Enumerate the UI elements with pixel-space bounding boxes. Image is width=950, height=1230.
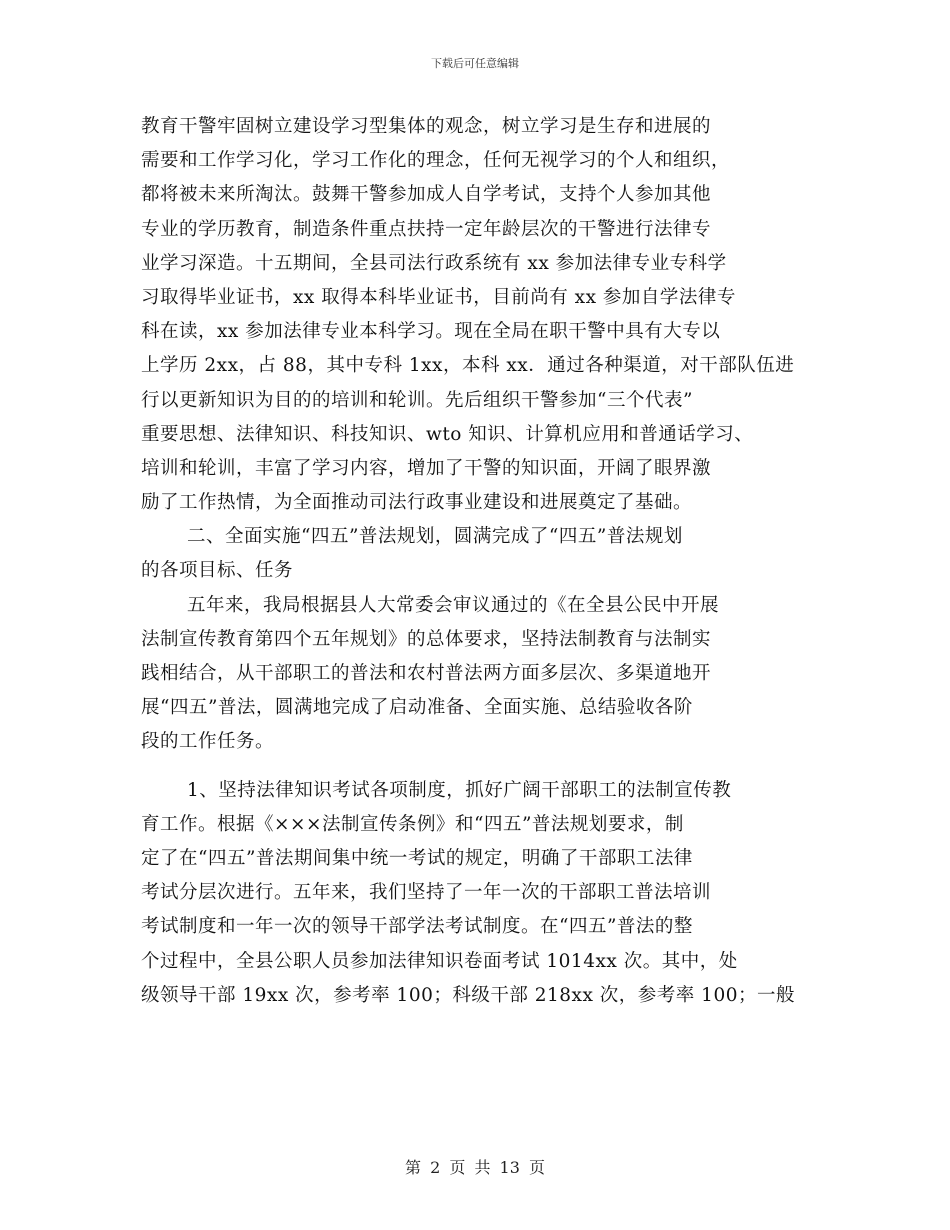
page-header: 下载后可任意编辑 [431, 57, 519, 70]
text-line: 科在读，xx 参加法律专业本科学习。现在全局在职干警中具有大专以 [141, 321, 721, 343]
text-line: 重要思想、法律知识、科技知识、wto 知识、计算机应用和普通话学习、 [141, 423, 754, 445]
text-line: 都将被未来所淘汰。鼓舞干警参加成人自学考试，支持个人参加其他 [141, 184, 712, 206]
text-line: 业学习深造。十五期间，全县司法行政系统有 xx 参加法律专业专科学 [141, 252, 727, 274]
text-line: 上学历 2xx，占 88，其中专科 1xx，本科 xx．通过各种渠道，对干部队伍进 [141, 355, 795, 377]
text-line: 需要和工作学习化，学习工作化的理念，任何无视学习的个人和组织， [141, 150, 731, 172]
text-line: 培训和轮训，丰富了学习内容，增加了干警的知识面，开阔了眼界激 [141, 457, 712, 479]
paragraph-gap [141, 760, 821, 774]
section-heading-line: 二、全面实施“四五”普法规划，圆满完成了“四五”普法规划 [187, 526, 683, 548]
text-line: 考试制度和一年一次的领导干部学法考试制度。在“四五”普法的整 [141, 916, 693, 938]
text-line: 法制宣传教育第四个五年规划》的总体要求，坚持法制教育与法制实 [141, 628, 712, 650]
text-line: 育工作。根据《×××法制宣传条例》和“四五”普法规划要求，制 [141, 813, 684, 835]
text-line: 励了工作热情，为全面推动司法行政事业建设和进展奠定了基础。 [141, 492, 693, 514]
document-body [141, 110, 821, 1013]
text-line: 习取得毕业证书，xx 取得本科毕业证书，目前尚有 xx 参加自学法律专 [141, 286, 736, 308]
text-line: 践相结合，从干部职工的普法和农村普法两方面多层次、多渠道地开 [141, 663, 712, 684]
text-line: 段的工作任务。 [141, 731, 275, 753]
section-heading-line: 的各项目标、任务 [141, 560, 294, 582]
text-line: 考试分层次进行。五年来，我们坚持了一年一次的干部职工普法培训 [141, 882, 712, 904]
text-line: 级领导干部 19xx 次，参考率 100；科级干部 218xx 次，参考率 100；一般 [141, 984, 795, 1006]
text-line: 行以更新知识为目的的培训和轮训。先后组织干警参加“三个代表” [141, 389, 693, 411]
page-number: 第 2 页 共 13 页 [405, 1158, 545, 1177]
text-line: 专业的学历教育，制造条件重点扶持一定年龄层次的干警进行法律专 [141, 218, 712, 240]
text-line: 教育干警牢固树立建设学习型集体的观念，树立学习是生存和进展的 [141, 116, 712, 137]
text-line: 五年来，我局根据县人大常委会审议通过的《在全县公民中开展 [187, 594, 720, 616]
text-line: 个过程中，全县公职人员参加法律知识卷面考试 1014xx 次。其中，处 [141, 950, 738, 972]
text-line: 展“四五”普法，圆满地完成了启动准备、全面实施、总结验收各阶 [141, 697, 693, 719]
text-line: 1、坚持法律知识考试各项制度，抓好广阔干部职工的法制宣传教 [187, 779, 732, 801]
text-line: 定了在“四五”普法期间集中统一考试的规定，明确了干部职工法律 [141, 847, 693, 869]
